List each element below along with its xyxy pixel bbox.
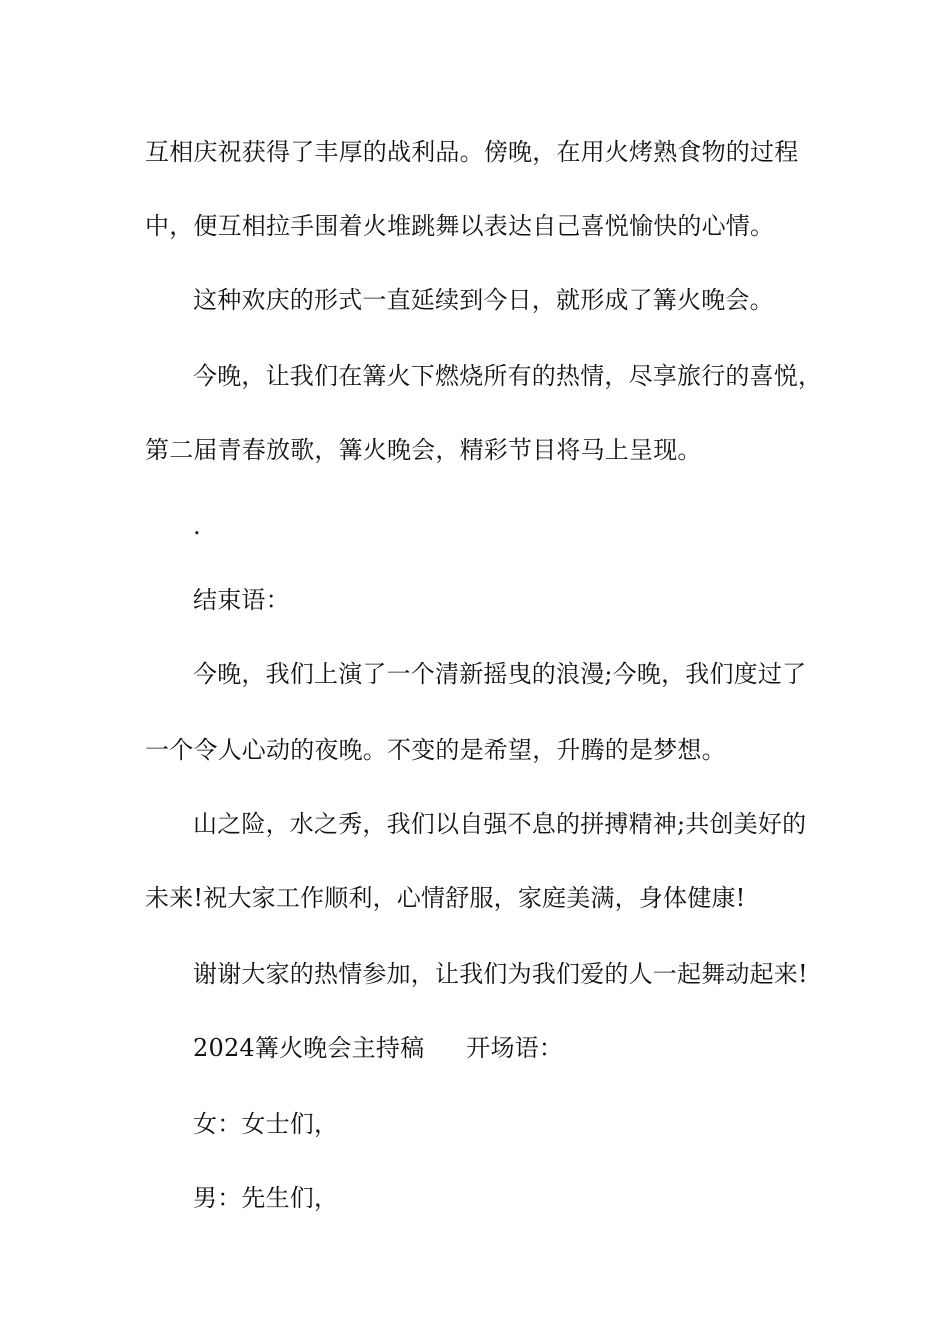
body-text-line: 互相庆祝获得了丰厚的战利品。傍晚，在用火烤熟食物的过程 <box>145 138 799 166</box>
body-text-line: 谢谢大家的热情参加，让我们为我们爱的人一起舞动起来! <box>193 960 808 988</box>
body-text-line: 这种欢庆的形式一直延续到今日，就形成了篝火晚会。 <box>193 286 774 314</box>
dialogue-line: 男：先生们， <box>193 1184 339 1212</box>
body-text-line: 一个令人心动的夜晚。不变的是希望，升腾的是梦想。 <box>145 736 726 764</box>
dialogue-line: 女：女士们， <box>193 1110 339 1138</box>
document-title-line <box>193 1033 563 1063</box>
body-text-line: 中，便互相拉手围着火堆跳舞以表达自己喜悦愉快的心情。 <box>145 212 775 240</box>
body-text-line: 第二届青春放歌，篝火晚会，精彩节目将马上呈现。 <box>145 436 702 464</box>
body-text-line: . <box>193 512 201 540</box>
body-text-line: 今晚，让我们在篝火下燃烧所有的热情，尽享旅行的喜悦， <box>193 362 823 390</box>
body-text-line: 山之险，水之秀，我们以自强不息的拼搏精神;共创美好的 <box>193 810 807 838</box>
body-text-line: 今晚，我们上演了一个清新摇曳的浪漫;今晚，我们度过了 <box>193 660 807 688</box>
section-heading: 结束语： <box>193 586 290 614</box>
body-text-line: 未来!祝大家工作顺利，心情舒服，家庭美满，身体健康! <box>145 884 746 912</box>
section-heading: 开场语： <box>466 1034 564 1062</box>
document-title: 2024篝火晚会主持稿 <box>193 1034 425 1062</box>
